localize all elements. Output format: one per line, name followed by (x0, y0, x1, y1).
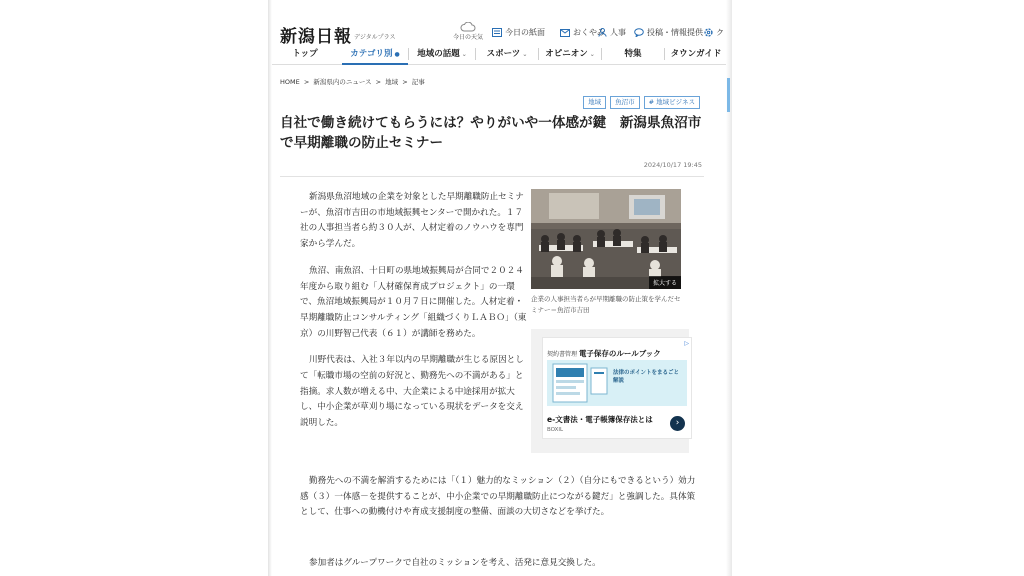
nav-item-features[interactable]: 特集 (624, 49, 642, 59)
ad-header (547, 348, 661, 359)
util-label: 今日の紙面 (505, 28, 545, 37)
util-label: 投稿・情報提供 (647, 28, 703, 37)
article-paragraph: 新潟県魚沼地域の企業を対象とした早期離職防止セミナーが、魚沼市吉田の市地域振興センターで開かれた。１７社の人事担当者ら約３０人が、人材定着のノウハウを専門家から学んだ。 (300, 192, 524, 250)
nav-item-opinion[interactable]: オピニオン ⌄ (545, 49, 595, 59)
photo-caption: 企業の人事担当者らが早期離職の防止策を学んだセミナー＝魚沼市吉田 (531, 295, 681, 314)
chat-icon (634, 28, 644, 37)
ad-arrow-button[interactable]: › (670, 416, 685, 431)
nav-item-sports[interactable]: スポーツ ⌄ (486, 49, 528, 59)
breadcrumb-current: 記事 (411, 78, 425, 86)
page-shadow-left (268, 0, 272, 576)
ad-source: BOXIL (547, 427, 564, 433)
cloud-icon (460, 22, 476, 32)
nav-item-townguide[interactable]: タウンガイド (670, 49, 722, 59)
breadcrumb-prefecture-news[interactable]: 新潟県内のニュース (313, 78, 372, 86)
newspaper-icon (492, 28, 502, 37)
article-page (268, 0, 730, 576)
breadcrumb-region[interactable]: 地域 (385, 78, 399, 86)
nav-active-indicator (342, 63, 408, 65)
tag-uonuma[interactable]: 魚沼市 (610, 96, 640, 109)
ad-visual (547, 360, 687, 406)
condolence-icon (560, 28, 570, 37)
main-nav (268, 46, 730, 62)
article-paragraph: 魚沼、南魚沼、十日町の県地域振興局が合同で２０２４年度から取り組む「人材確保育成プロジェクト」の一環で、魚沼地域振興局が１０月７日に開催した。人材定着・早期離職防止コンサルティング「組織づくりＬＡＢＯ」（東京）の川野智己代表（６１）が講師を務めた。 (300, 265, 527, 339)
ad-headline: 電子保存のルールブック (578, 349, 661, 358)
ad-title[interactable]: e-文書法・電子帳簿保存法とは (547, 415, 653, 424)
photo-expand-button[interactable]: 拡大する (649, 276, 681, 289)
ad-category: 契約書管理 (547, 351, 578, 358)
article-photo[interactable] (531, 189, 681, 289)
article-headline: 自社で働き続けてもらうには？やりがいや一体感が鍵 新潟県魚沼市で早期離職の防止セミナー (280, 115, 702, 151)
article-body (300, 190, 528, 443)
nav-underline (268, 64, 730, 65)
weather-label: 今日の天気 (452, 34, 483, 41)
chevron-down-icon: ⌄ (461, 51, 467, 58)
util-link-personnel[interactable] (598, 27, 626, 38)
ad-container (531, 329, 689, 453)
breadcrumb-separator: > (303, 78, 310, 86)
breadcrumb-home[interactable]: HOME (280, 78, 300, 86)
nav-item-top[interactable]: トップ (292, 49, 318, 59)
gear-icon (704, 28, 713, 37)
tag-region[interactable]: 地域 (583, 96, 606, 109)
nav-item-category[interactable]: カテゴリ別 ● (350, 49, 400, 59)
article-paragraph: 勤務先への不満を解消するためには「（１）魅力的なミッション（２）（自分にもできるという）効力感（３）一体感－を提供することが、中小企業での早期離職防止につながる鍵だ」と強調した。具体策として、仕事への動機付けや育成支援制度の整備、面談の大切さなどを挙げた。 (300, 476, 696, 518)
article-tags (583, 96, 700, 109)
chevron-down-icon: ⌄ (522, 51, 528, 58)
util-link-submit[interactable] (634, 27, 703, 38)
util-label: おくやみ (573, 28, 605, 37)
advertisement[interactable] (542, 337, 692, 439)
ad-choices-icon[interactable]: ▷ (684, 340, 689, 347)
breadcrumb-separator: > (375, 78, 382, 86)
tag-local-business[interactable]: # 地域ビジネス (644, 96, 700, 109)
article-date: 2024/10/17 19:45 (643, 161, 702, 169)
util-link-paper[interactable] (492, 27, 545, 38)
util-link-more[interactable] (704, 27, 724, 38)
chevron-down-icon: ⌄ (589, 51, 595, 58)
weather-widget[interactable] (450, 22, 486, 41)
article-paragraph: 参加者はグループワークで自社のミッションを考え、活発に意見交換した。 (309, 558, 601, 568)
headline-divider (280, 176, 704, 177)
site-logo-subtitle: デジタルプラス (354, 34, 396, 41)
seminar-photo-image (531, 189, 681, 289)
side-panel-tab[interactable] (727, 78, 730, 112)
nav-item-local[interactable]: 地域の話題 ⌄ (417, 49, 467, 59)
breadcrumb (280, 77, 427, 86)
person-icon (598, 28, 607, 37)
site-logo[interactable]: 新潟日報 (280, 27, 352, 47)
article-paragraph: 川野代表は、入社３年以内の早期離職が生じる原因として「転職市場の空前の好況と、勤務先への不満がある」と指摘。求人数が増える中、大企業による中途採用が拡大し、中小企業が草刈り場になっている現状をデータを交え説明した。 (300, 355, 524, 429)
util-label: 人事 (610, 28, 626, 37)
breadcrumb-separator: > (402, 78, 408, 86)
util-label: ク (716, 28, 724, 37)
nav-dot-icon: ● (394, 51, 400, 58)
ad-visual-text: 法律のポイントをまるごと解説 (613, 370, 680, 384)
